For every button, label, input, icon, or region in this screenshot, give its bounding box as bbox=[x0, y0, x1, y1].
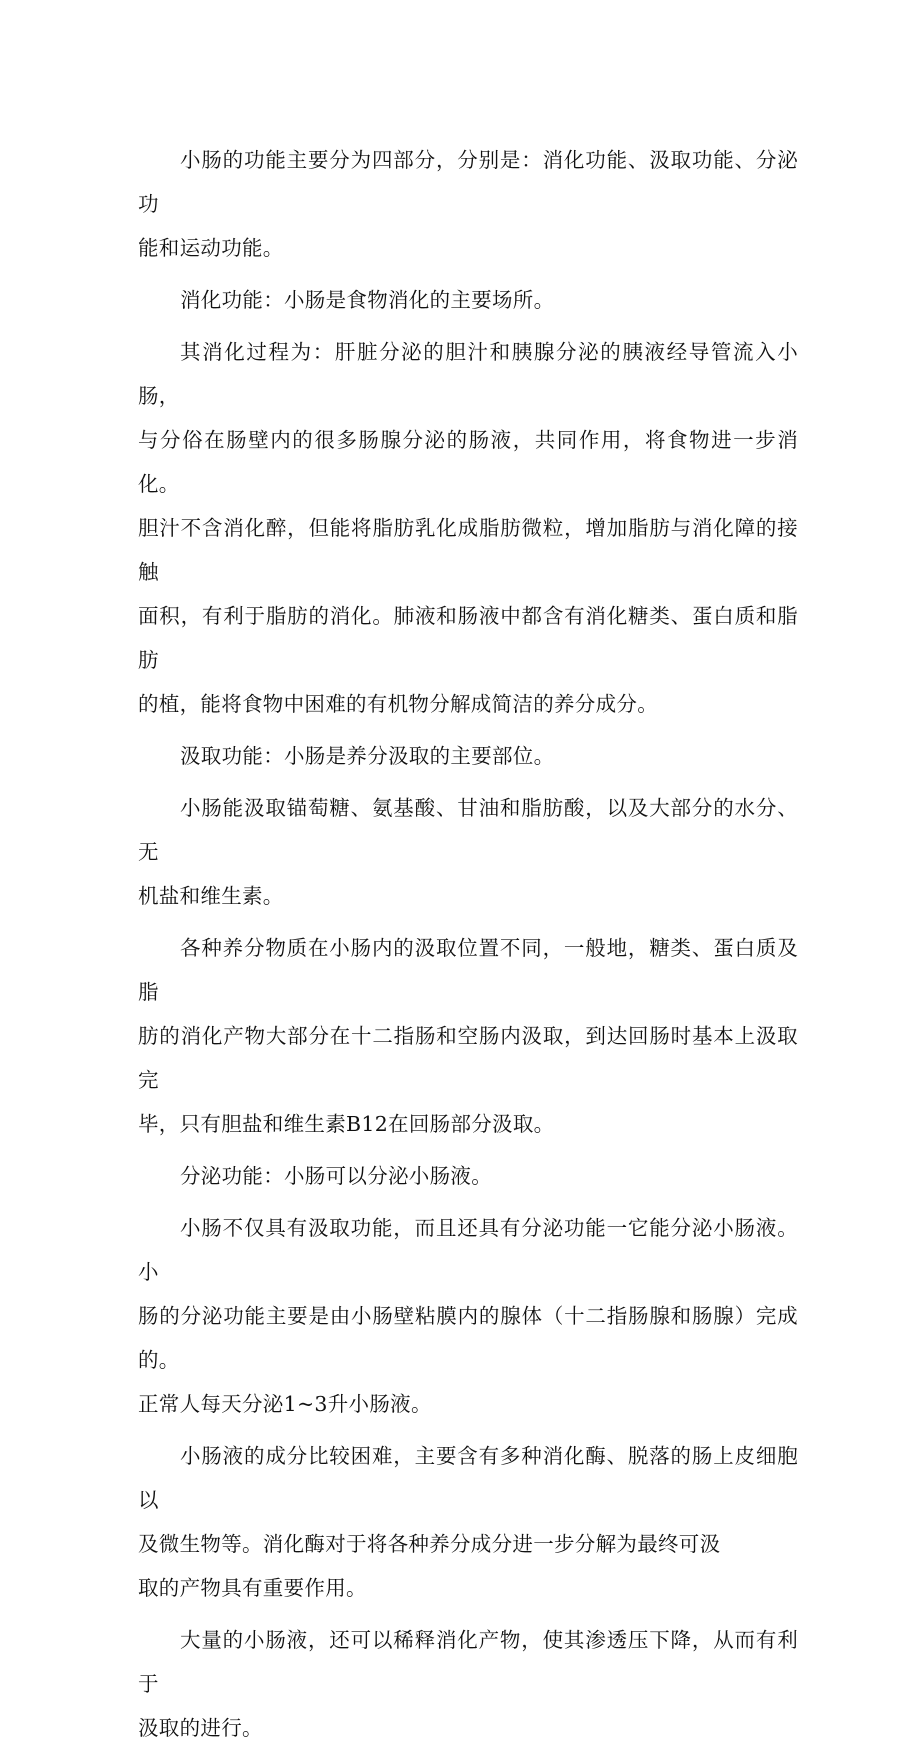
text-line: 机盐和维生素。 bbox=[138, 884, 284, 908]
paragraph-9 bbox=[138, 1434, 798, 1610]
text-line: 小肠能汲取锚萄糖、氨基酸、甘油和脂肪酸，以及大部分的水分、无 bbox=[138, 796, 798, 864]
text-line: 正常人每天分泌1~3升小肠液。 bbox=[138, 1392, 432, 1416]
text-line: 其消化过程为：肝脏分泌的胆汁和胰腺分泌的胰液经导管流入小肠， bbox=[138, 340, 798, 408]
text-line: 小肠不仅具有汲取功能，而且还具有分泌功能一它能分泌小肠液。小 bbox=[138, 1216, 798, 1284]
paragraph-5 bbox=[138, 786, 798, 918]
text-line: 汲取的进行。 bbox=[138, 1716, 263, 1740]
text-line: 大量的小肠液，还可以稀释消化产物，使其渗透压下降，从而有利于 bbox=[138, 1628, 798, 1696]
paragraph-8 bbox=[138, 1206, 798, 1426]
text-line: 消化功能：小肠是食物消化的主要场所。 bbox=[180, 288, 555, 312]
paragraph-2 bbox=[138, 278, 798, 322]
paragraph-7 bbox=[138, 1154, 798, 1198]
text-line: 肠的分泌功能主要是由小肠壁粘膜内的腺体（十二指肠腺和肠腺）完成的。 bbox=[138, 1304, 798, 1372]
paragraph-6 bbox=[138, 926, 798, 1146]
text-line: 汲取功能：小肠是养分汲取的主要部位。 bbox=[180, 744, 555, 768]
text-line: 肪的消化产物大部分在十二指肠和空肠内汲取，到达回肠时基本上汲取完 bbox=[138, 1024, 798, 1092]
text-line: 各种养分物质在小肠内的汲取位置不同，一般地，糖类、蛋白质及脂 bbox=[138, 936, 798, 1004]
text-line: 能和运动功能。 bbox=[138, 236, 284, 260]
text-line: 分泌功能：小肠可以分泌小肠液。 bbox=[180, 1164, 492, 1188]
paragraph-1 bbox=[138, 138, 798, 270]
paragraph-4 bbox=[138, 734, 798, 778]
paragraph-10 bbox=[138, 1618, 798, 1750]
text-line: 及微生物等。消化酶对于将各种养分成分进一步分解为最终可汲 bbox=[138, 1532, 721, 1556]
text-line: 毕，只有胆盐和维生素B12在回肠部分汲取。 bbox=[138, 1112, 555, 1136]
document-body bbox=[138, 138, 798, 1758]
text-line: 小肠的功能主要分为四部分，分别是：消化功能、汲取功能、分泌功 bbox=[138, 148, 798, 216]
text-line: 的植，能将食物中困难的有机物分解成简洁的养分成分。 bbox=[138, 692, 658, 716]
text-line: 与分俗在肠壁内的很多肠腺分泌的肠液，共同作用，将食物进一步消化。 bbox=[138, 428, 798, 496]
text-line: 取的产物具有重要作用。 bbox=[138, 1576, 367, 1600]
text-line: 小肠液的成分比较困难，主要含有多种消化酶、脱落的肠上皮细胞以 bbox=[138, 1444, 798, 1512]
paragraph-3 bbox=[138, 330, 798, 726]
text-line: 胆汁不含消化醉，但能将脂肪乳化成脂肪微粒，增加脂肪与消化障的接触 bbox=[138, 516, 798, 584]
text-line: 面积，有利于脂肪的消化。肺液和肠液中都含有消化糖类、蛋白质和脂肪 bbox=[138, 604, 798, 672]
